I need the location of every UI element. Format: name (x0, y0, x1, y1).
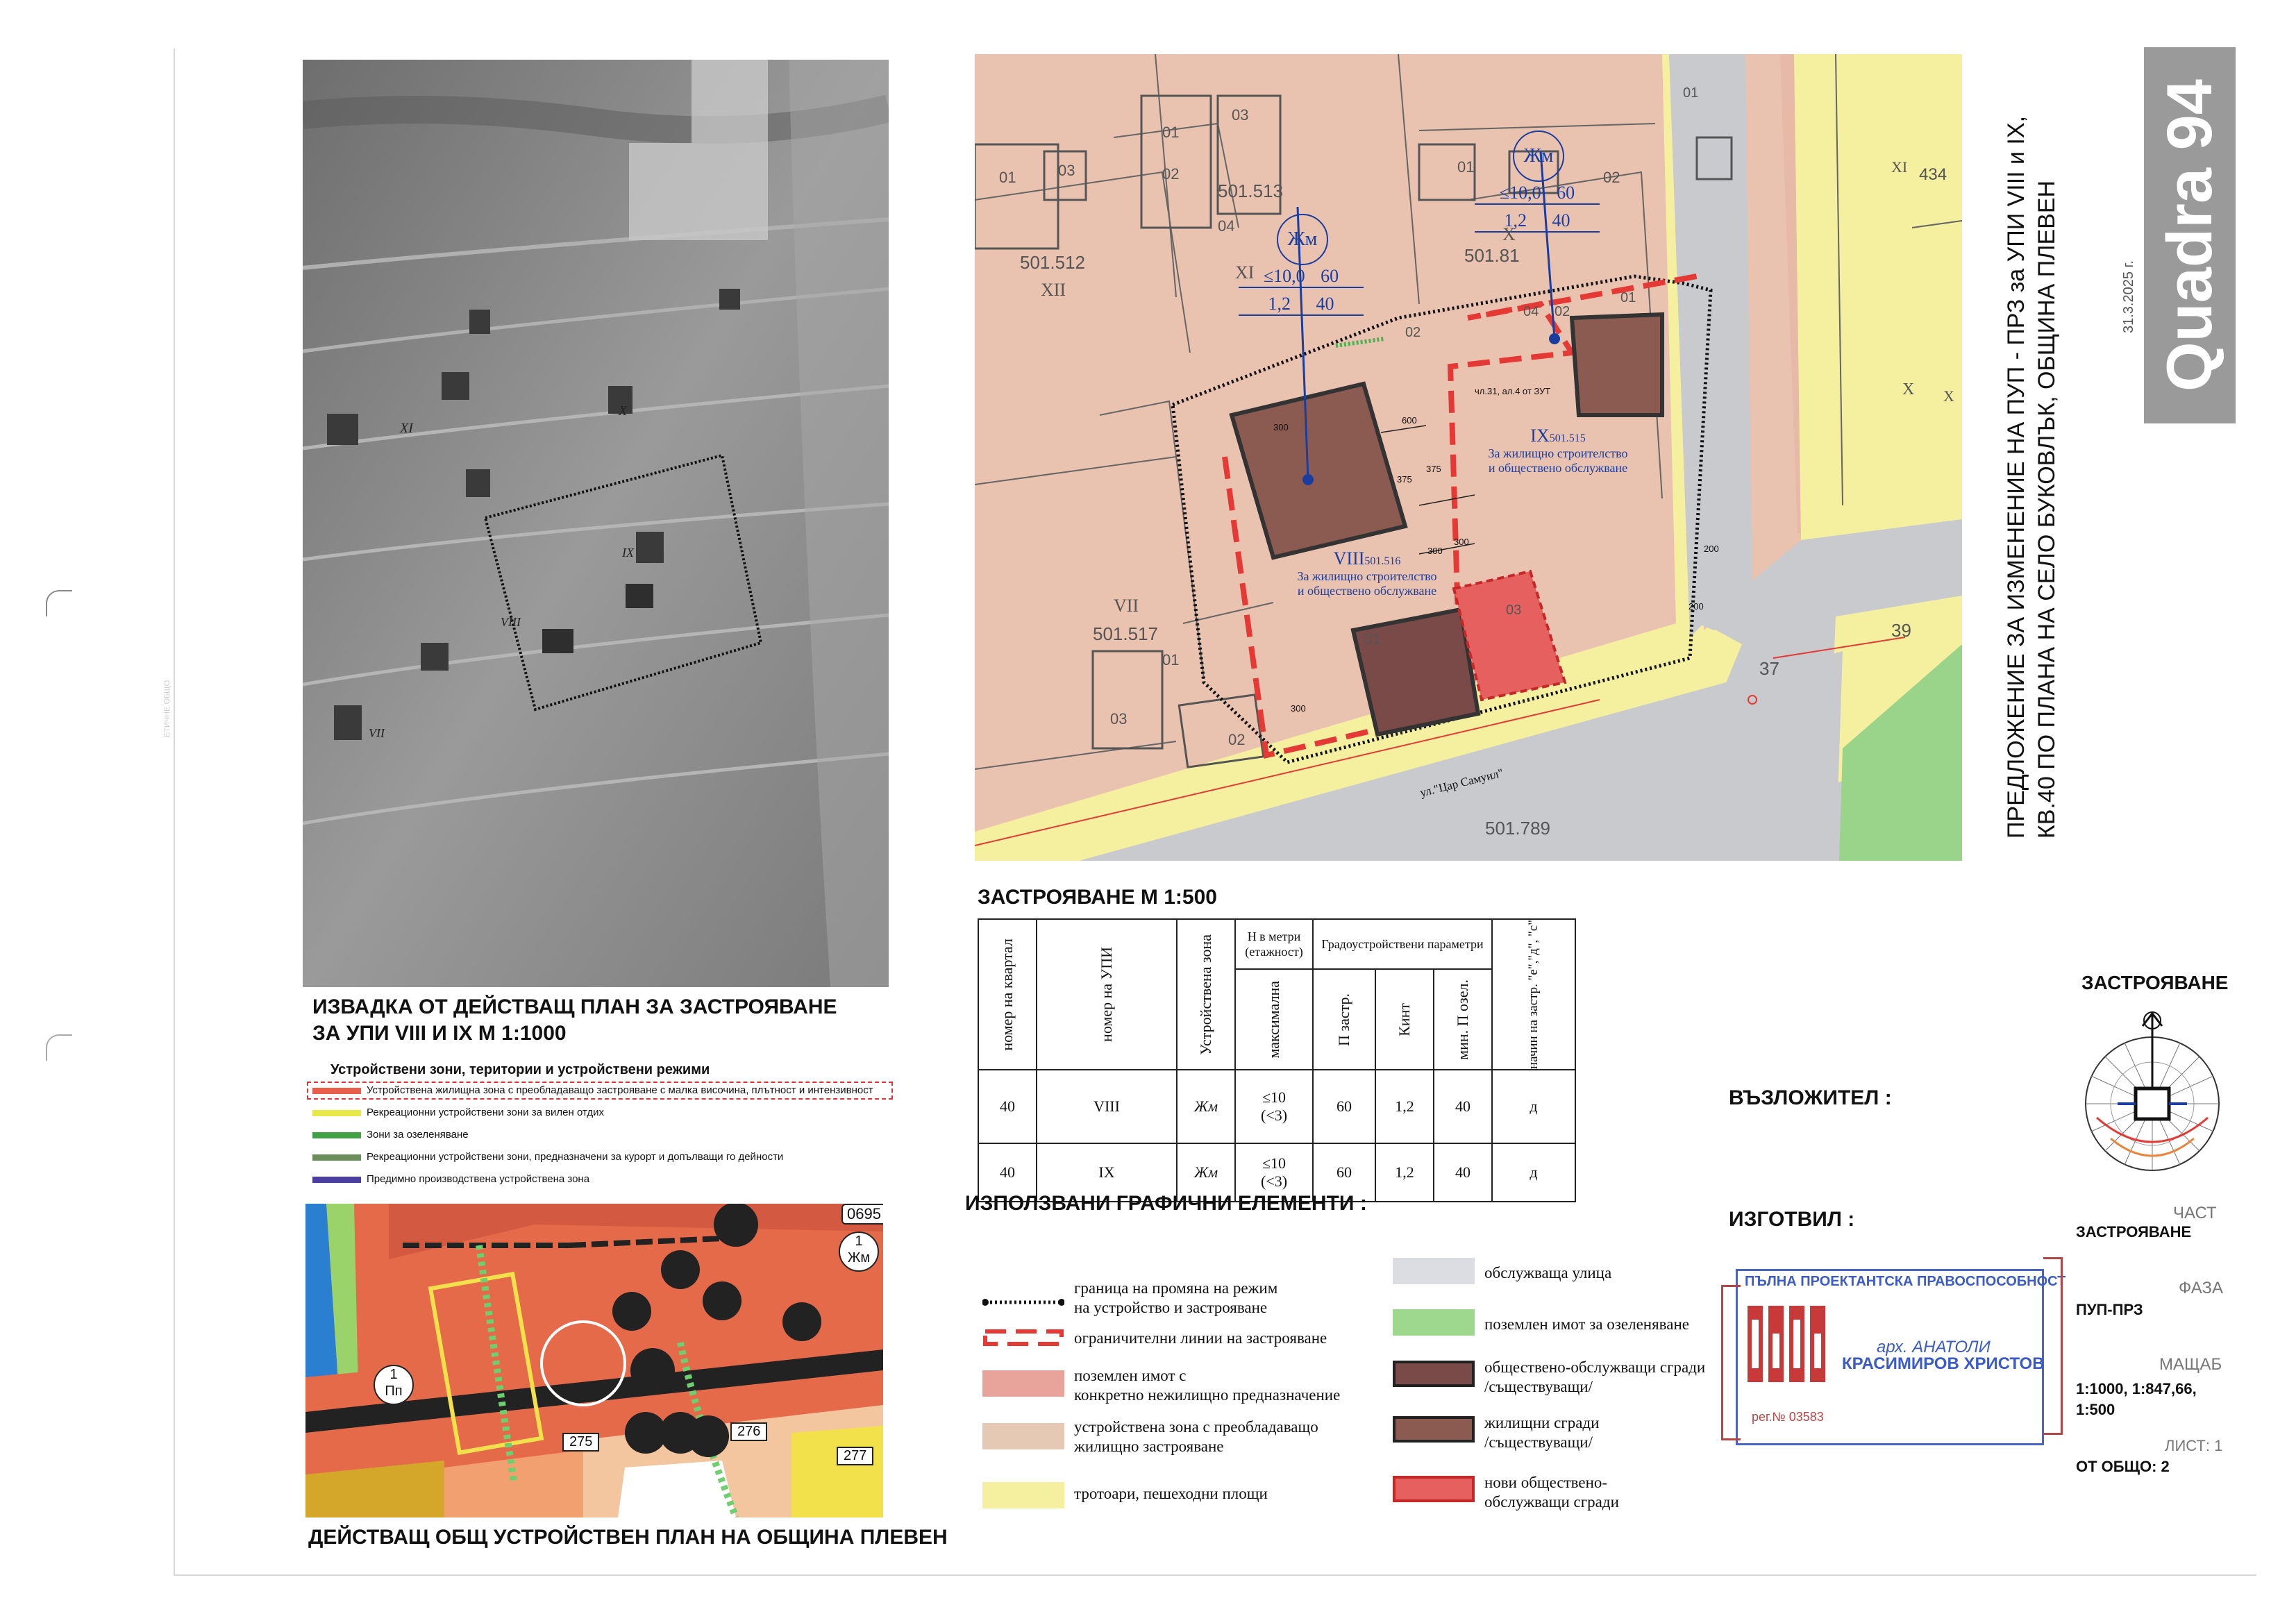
zone-height: ≤10,0 (1263, 266, 1305, 286)
plot-roman: X (1502, 224, 1516, 244)
legend-text (1484, 1358, 1705, 1397)
legend-line: ограничителни линии на застрояване (1074, 1329, 1327, 1347)
gup-legend-label: Предимно производствена устройствена зона (367, 1173, 590, 1185)
header-pzastr: П застр. (1335, 993, 1352, 1046)
plot-roman: XI (1235, 262, 1255, 283)
gup-label-0695: 0695 (841, 1204, 883, 1225)
header-height: максимална (1265, 980, 1282, 1059)
header-kint: Кинт (1396, 1002, 1413, 1036)
section-title: ЗАСТРОЯВАНЕ (2081, 972, 2229, 993)
dimension-label: 600 (1402, 415, 1417, 426)
gup-badge-pp (374, 1365, 414, 1405)
dimension-label: 300 (1291, 703, 1306, 714)
chast-value: ЗАСТРОЯВАНЕ (2076, 1223, 2192, 1241)
cell-method: д (1492, 1070, 1575, 1143)
company-logo (2144, 47, 2236, 423)
vertical-title-line2: КВ.40 ПО ПЛАНА НА СЕЛО БУКОВЛЪК, ОБЩИНА ПЛЕВЕН (2034, 180, 2060, 839)
building-code: 01 (1683, 85, 1699, 101)
author-label: ИЗГОТВИЛ : (1729, 1208, 1855, 1231)
legend-line: обществено-обслужващи сгради (1484, 1359, 1706, 1376)
stamp-top: ПЪЛНА ПРОЕКТАНТСКА ПРАВОСПОСОБНОСТ (1745, 1274, 2066, 1289)
cell-zone: Жм (1177, 1143, 1235, 1202)
gup-badge-zone: Жм (847, 1250, 871, 1265)
date-label: 31.3.2025 г. (2121, 260, 2136, 333)
building-code: 02 (1603, 169, 1620, 186)
cell-height (1235, 1070, 1313, 1143)
gup-badge-num: 1 (389, 1367, 398, 1382)
legend-swatch (1393, 1309, 1475, 1336)
zone-badge-row (1475, 210, 1600, 233)
aerial-photo (303, 60, 889, 987)
vertical-title (2001, 54, 2063, 839)
dimension-label: 200 (1689, 601, 1704, 612)
legend-line: /съществуващи/ (1484, 1378, 1593, 1395)
building-code: 02 (1162, 165, 1180, 183)
aerial-title-line1: ИЗВАДКА ОТ ДЕЙСТВАЩ ПЛАН ЗА ЗАСТРОЯВАНЕ (312, 995, 837, 1018)
legend-line: поземлен имот за озеленяване (1484, 1315, 1689, 1333)
cell-method: д (1492, 1143, 1575, 1202)
building-code: 02 (1555, 304, 1570, 319)
date-label-wrap (2115, 250, 2143, 333)
building-code: 03 (1506, 603, 1522, 618)
table-row (978, 1070, 1575, 1143)
zone-badge-row (1239, 266, 1364, 288)
header-cell (1037, 919, 1177, 1070)
aerial-label-ix: IX (622, 546, 634, 560)
cell-kvartal: 40 (978, 1070, 1037, 1143)
stamp-emblem (1748, 1306, 1831, 1382)
gup-legend-label: Рекреационни устройствени зони за вилен отдих (367, 1107, 604, 1118)
gup-legend-swatch (312, 1177, 361, 1183)
legend-line: тротоари, пешеходни площи (1074, 1485, 1268, 1502)
zone-green: 40 (1552, 210, 1570, 230)
legend-swatch (982, 1370, 1064, 1397)
zone-badge-circle: Жм (1513, 131, 1564, 182)
legend-line: на устройство и застрояване (1074, 1299, 1268, 1316)
gup-legend-label: Рекреационни устройствени зони, предназначени за курорт и допълващи го дейности (367, 1151, 784, 1163)
header-cell (1375, 969, 1434, 1070)
dimension-label: 300 (1427, 546, 1443, 556)
header-cell (1177, 919, 1235, 1070)
sheet-total: ОТ ОБЩО: 2 (2076, 1458, 2170, 1475)
aerial-label-vii: VII (369, 726, 385, 740)
params-table-title: ЗАСТРОЯВАНЕ М 1:500 (978, 886, 1217, 909)
gup-map-title: ДЕЙСТВАЩ ОБЩ УСТРОЙСТВЕН ПЛАН НА ОБЩИНА ПЛЕВЕН (308, 1526, 948, 1549)
aerial-label-xi: XI (400, 421, 413, 436)
plot-number: 501.517 (1093, 623, 1158, 644)
building-code: 04 (1523, 304, 1539, 319)
aerial-title (312, 994, 837, 1047)
legend-text (1074, 1366, 1340, 1405)
zone-badge-circle: Жм (1277, 214, 1328, 265)
road-number: 434 (1919, 165, 1947, 184)
cell-upi: VIII (1037, 1070, 1177, 1143)
cell-upi: IX (1037, 1143, 1177, 1202)
stamp-name-2: КРАСИМИРОВ ХРИСТОВ (1842, 1354, 2045, 1373)
building-code: 01 (1364, 630, 1381, 648)
header-height-group: Н в метри (етажност) (1235, 919, 1313, 969)
plot-roman: XII (1041, 280, 1066, 300)
gup-badge-num: 1 (855, 1234, 863, 1249)
legend-line: жилищно застрояване (1074, 1438, 1224, 1455)
gup-legend-swatch (312, 1154, 361, 1161)
plot-number: 501.513 (1218, 180, 1283, 201)
plot-roman: X (1943, 387, 1954, 405)
cell-ozel: 40 (1434, 1070, 1492, 1143)
legend-text (1484, 1263, 1611, 1283)
upi-viii-num: VIII (1333, 548, 1365, 569)
gup-legend-swatch (312, 1132, 361, 1138)
gup-legend-label: Зони за озеленяване (367, 1129, 469, 1141)
upi-viii-sub: 501.516 (1364, 555, 1401, 567)
cell-zone: Жм (1177, 1070, 1235, 1143)
header-params-group: Градоустройствени параметри (1313, 919, 1492, 969)
designer-stamp (1736, 1269, 2066, 1445)
sheet-number: ЛИСТ: 1 (2165, 1437, 2223, 1454)
logo-text: Quadra 94 (2154, 79, 2225, 392)
legend-swatch-limit (982, 1329, 1064, 1347)
zone-badge-row (1239, 294, 1364, 316)
gup-map (305, 1204, 883, 1517)
building-code: 01 (1162, 124, 1180, 141)
header-ozel: мин. П озел. (1454, 979, 1471, 1060)
stamp-reg: рег.№ 03583 (1752, 1410, 1824, 1424)
legend-line: обслужващи сгради (1484, 1493, 1619, 1511)
road-number: X (1902, 380, 1915, 398)
legend-line: граница на промяна на режим (1074, 1279, 1278, 1297)
upi-ix-label (1468, 426, 1648, 476)
mashtab-line: 1:1000, 1:847,66, (2076, 1380, 2197, 1397)
dimension-label: 375 (1397, 474, 1412, 485)
aerial-label-x: X (619, 403, 628, 419)
legend-text (1484, 1413, 1599, 1452)
upi-ix-number (1468, 426, 1648, 446)
cell-ozel: 40 (1434, 1143, 1492, 1202)
zone-badge-row (1475, 183, 1600, 205)
stamp-name-1: арх. АНАТОЛИ (1877, 1338, 1991, 1356)
gup-legend-swatch (312, 1110, 361, 1116)
plot-number: 501.789 (1485, 818, 1550, 839)
header-zone: Устройствена зона (1197, 934, 1214, 1055)
stamp-bracket-right (2043, 1257, 2063, 1435)
chast-label: ЧАСТ (2173, 1204, 2217, 1222)
building-code: 02 (1405, 325, 1421, 340)
building-code: 01 (999, 169, 1016, 186)
cell-kint: 1,2 (1375, 1143, 1434, 1202)
gup-map-graphic (305, 1204, 883, 1517)
aerial-photo-graphic (303, 60, 889, 987)
header-upi: номер на УПИ (1098, 947, 1115, 1042)
upi-ix-sub: 501.515 (1549, 432, 1586, 444)
header-cell (1492, 919, 1575, 1070)
faza-label: ФАЗА (2179, 1279, 2223, 1297)
scan-mark (46, 590, 72, 616)
legend-line: жилищни сгради (1484, 1414, 1600, 1431)
zut-note: чл.31, ал.4 от ЗУТ (1475, 386, 1551, 396)
cell-kint: 1,2 (1375, 1070, 1434, 1143)
legend-swatch-boundary (982, 1295, 1064, 1309)
legend-text (1484, 1473, 1619, 1512)
orientation-diagram (2076, 1007, 2229, 1180)
gup-label-275: 275 (562, 1433, 599, 1452)
building-code: 03 (1232, 106, 1249, 124)
gup-legend-title: Устройствени зони, територии и устройствени режими (330, 1062, 710, 1077)
header-method: начин на застр. "е","д", "с" (1526, 920, 1541, 1070)
building-code: 01 (1162, 651, 1180, 668)
aerial-title-line2: ЗА УПИ VIII И IX М 1:1000 (312, 1022, 567, 1045)
mashtab-line: 1:500 (2076, 1401, 2115, 1418)
scan-mark (46, 1034, 72, 1061)
upi-viii-purpose-2: и обществено обслужване (1297, 584, 1437, 598)
building-code: 03 (1058, 162, 1075, 179)
cell-height-max: ≤10 (1262, 1154, 1287, 1172)
cell-kvartal: 40 (978, 1143, 1037, 1202)
header-cell (1313, 969, 1375, 1070)
legend-text (1074, 1484, 1268, 1504)
zone-density: 60 (1321, 266, 1339, 286)
gup-legend-label: Устройствена жилищна зона с преобладаващо застрояване с малка височина, плътност и интензивност (367, 1084, 873, 1096)
dimension-label: 200 (1704, 544, 1719, 554)
legend-swatch (1393, 1361, 1475, 1387)
plot-roman: VII (1114, 596, 1139, 616)
dimension-label: 300 (1454, 537, 1469, 547)
legend-line: конкретно нежилищно предназначение (1074, 1386, 1341, 1404)
building-code: 01 (1457, 158, 1475, 176)
upi-ix-purpose-1: За жилищно строителство (1488, 446, 1628, 460)
legend-text (1074, 1279, 1277, 1318)
dimension-label: 375 (1426, 464, 1441, 474)
road-number: 39 (1891, 620, 1911, 641)
zone-density: 60 (1557, 183, 1575, 203)
plot-number: 501.81 (1464, 245, 1520, 266)
legend-line: нови обществено- (1484, 1474, 1608, 1491)
header-kvartal: номер на квартал (998, 938, 1016, 1051)
building-code: 04 (1218, 217, 1235, 235)
header-cell (1235, 969, 1313, 1070)
legend-text (1484, 1315, 1689, 1334)
main-plan (975, 54, 1962, 861)
vertical-title-text (2001, 54, 2062, 839)
gup-badge-zhm (839, 1231, 879, 1272)
legend-line: /съществуващи/ (1484, 1433, 1593, 1451)
zone-kint: 1,2 (1268, 294, 1291, 314)
stamp-bracket-left (1721, 1285, 1741, 1440)
cell-pzastr: 60 (1313, 1143, 1375, 1202)
cell-height-floors: (<3) (1260, 1172, 1288, 1191)
legend-line: поземлен имот с (1074, 1367, 1187, 1384)
aerial-label-viii: VIII (501, 615, 521, 629)
dimension-label: 300 (1273, 422, 1289, 432)
gup-label-277: 277 (837, 1447, 873, 1465)
gup-legend-highlight (307, 1082, 893, 1100)
faza-value: ПУП-ПРЗ (2076, 1301, 2143, 1318)
header-cell (1434, 969, 1492, 1070)
street-label: ул."Цар Самуил" (1418, 766, 1505, 800)
params-table (978, 918, 1576, 1202)
legend-swatch (1393, 1258, 1475, 1284)
zone-kint: 1,2 (1504, 210, 1527, 230)
legend-text (1074, 1329, 1327, 1348)
building-code: 01 (1620, 290, 1636, 305)
plot-roman: XI (1891, 158, 1908, 176)
legend-line: устройствена зона с преобладаващо (1074, 1418, 1318, 1436)
zone-height: ≤10,0 (1499, 183, 1541, 203)
header-cell (978, 919, 1037, 1070)
legend-swatch (1393, 1476, 1475, 1502)
legend-swatch (1393, 1416, 1475, 1443)
cell-pzastr: 60 (1313, 1070, 1375, 1143)
legend-swatch (982, 1482, 1064, 1508)
legend-line: обслужваща улица (1484, 1264, 1612, 1281)
upi-ix-num: IX (1530, 426, 1550, 446)
mashtab-value (2076, 1379, 2197, 1420)
cell-height-max: ≤10 (1262, 1088, 1287, 1107)
mashtab-label: МАЩАБ (2159, 1355, 2222, 1374)
cell-height-floors: (<3) (1260, 1107, 1288, 1125)
gup-badge-zone: Пп (385, 1384, 403, 1399)
upi-viii-purpose-1: За жилищно строителство (1297, 569, 1437, 583)
client-label: ВЪЗЛОЖИТЕЛ : (1729, 1086, 1892, 1109)
faint-stamp: ЕТИЧНЕ ОБЩО (163, 680, 172, 738)
legend-swatch (982, 1423, 1064, 1449)
road-number: 37 (1759, 658, 1779, 679)
zone-green: 40 (1316, 294, 1334, 314)
vertical-title-line1: ПРЕДЛОЖЕНИЕ ЗА ИЗМЕНЕНИЕ НА ПУП - ПРЗ за УПИ VIII и IX, (2003, 115, 2029, 839)
gup-label-276: 276 (730, 1422, 767, 1441)
building-code: 03 (1110, 710, 1128, 728)
plot-number: 501.512 (1020, 252, 1085, 273)
building-code: 02 (1228, 731, 1246, 748)
graphics-legend-title: ИЗПОЛЗВАНИ ГРАФИЧНИ ЕЛЕМЕНТИ : (965, 1192, 1367, 1215)
legend-text (1074, 1418, 1318, 1456)
upi-ix-purpose-2: и обществено обслужване (1488, 461, 1628, 475)
